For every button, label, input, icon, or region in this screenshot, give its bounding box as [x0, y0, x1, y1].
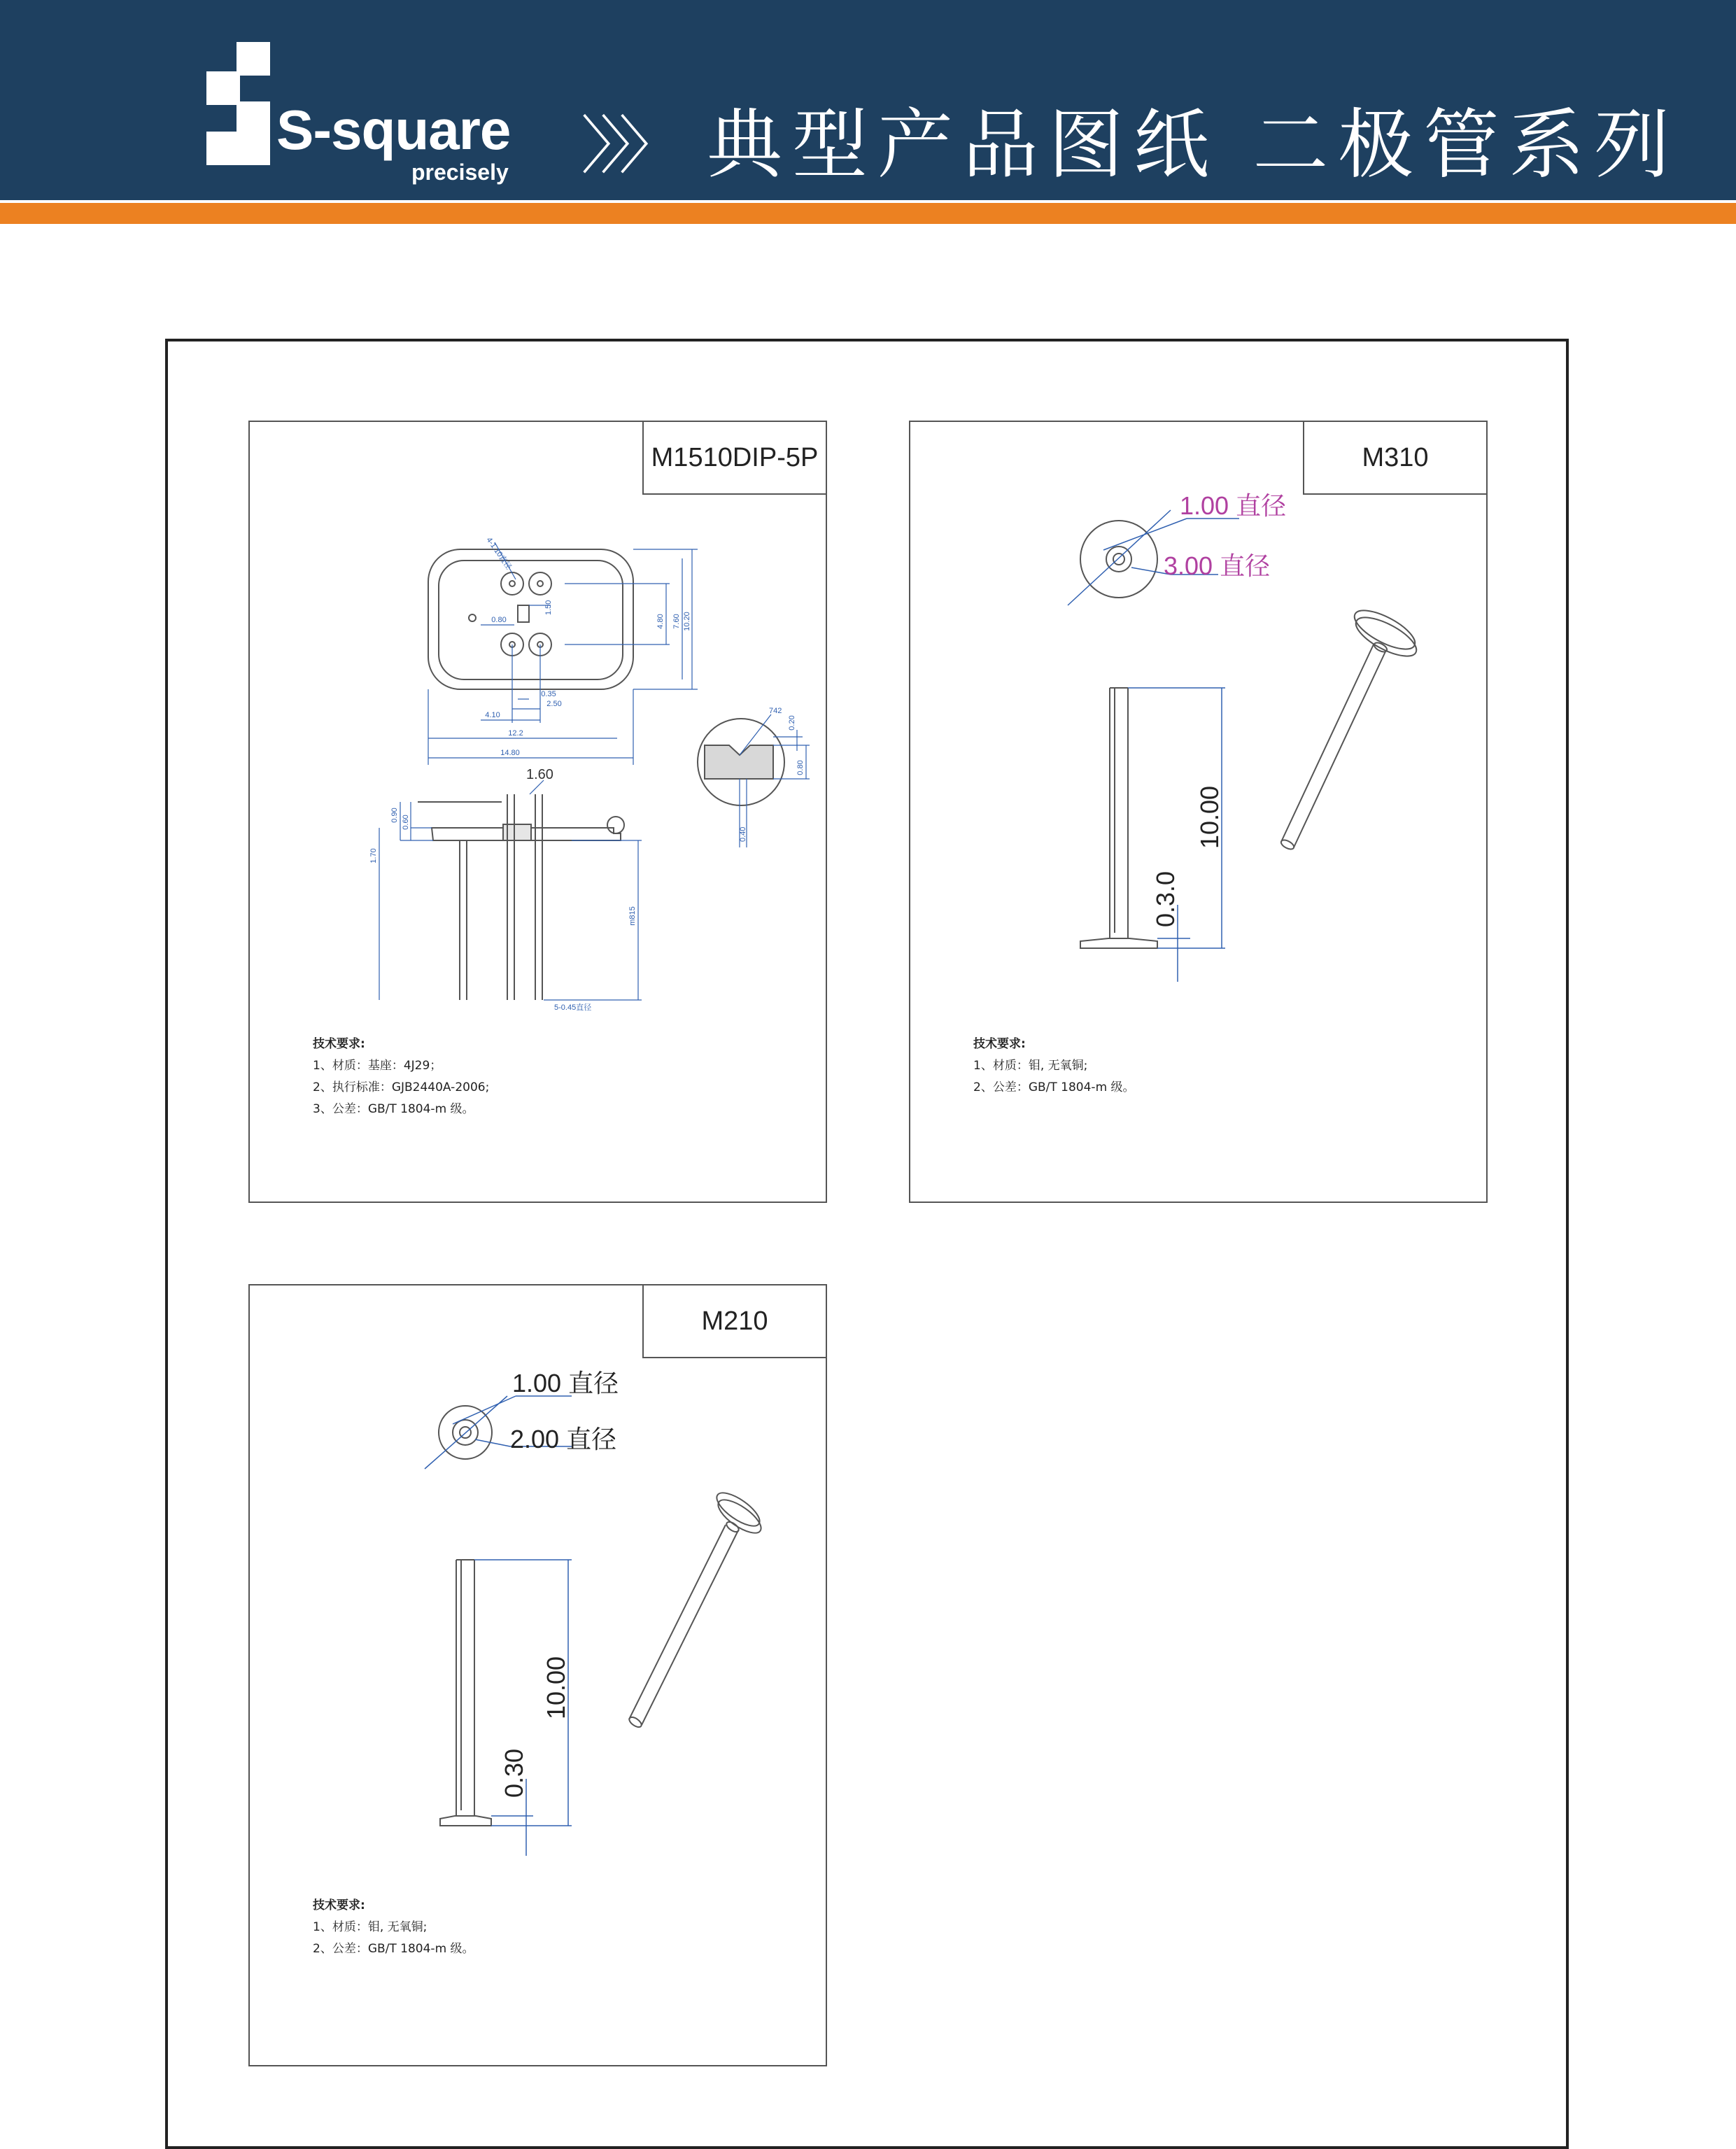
isometric-pin [628, 1487, 766, 1729]
dim-7-60: 7.60 [672, 614, 681, 629]
pin-hole [529, 572, 551, 595]
dim-1-50: 1.50 [544, 600, 553, 615]
dim-outer-dia: 2.00 直径 [510, 1425, 617, 1453]
dim-m815: m815 [628, 906, 637, 926]
dim-1-70: 1.70 [369, 848, 378, 864]
dim-4-80: 4.80 [656, 614, 665, 629]
base-outline [428, 549, 633, 689]
brand-name: S-square [276, 99, 511, 161]
dim-inner-dia: 1.00 直径 [1180, 491, 1287, 520]
drawing-name: M310 [1303, 422, 1486, 495]
dim-4-10: 4.10 [485, 711, 500, 719]
dim-12-2: 12.2 [508, 729, 523, 738]
outer-circle [1080, 521, 1157, 598]
note-item: 2、执行标准：GJB2440A-2006; [313, 1080, 490, 1094]
dim-head: 0.30 [500, 1748, 528, 1798]
pin-head [1080, 938, 1157, 948]
dim-head: 0.3.0 [1151, 871, 1180, 928]
brand-tagline: precisely [411, 160, 509, 185]
dim-0-80b: 0.80 [796, 760, 805, 775]
dim-742: 742 [769, 707, 782, 715]
dim-14-80: 14.80 [500, 749, 520, 757]
header-banner [0, 0, 1736, 200]
pin-dia-note: 5-0.45直径 [554, 1003, 592, 1012]
drawing-panel-m1510dip [248, 421, 827, 1203]
chevrons-icon: 〉〉〉 [581, 109, 669, 183]
drawing-panel-m310 [909, 421, 1488, 1203]
tech-notes [973, 1034, 1135, 1099]
notes-heading: 技术要求: [973, 1037, 1026, 1051]
tech-notes [313, 1034, 489, 1120]
drawing-name: M1510DIP-5P [642, 422, 826, 495]
center-pad [518, 605, 529, 622]
drawing-name: M210 [642, 1285, 826, 1358]
pin-head [440, 1816, 491, 1826]
dim-1-60: 1.60 [526, 767, 553, 782]
dim-0-80: 0.80 [491, 616, 507, 624]
tech-notes [313, 1895, 474, 1960]
logo-checker-icon [0, 0, 280, 200]
dim-0-40: 0.40 [739, 826, 747, 842]
note-item: 1、材质：钼, 无氧铜; [313, 1920, 428, 1934]
page-title: 典型产品图纸 二极管系列 [707, 101, 1680, 189]
isometric-pin [1280, 603, 1422, 852]
dim-0-90: 0.90 [390, 808, 399, 823]
note-item: 3、公差：GB/T 1804-m 级。 [313, 1102, 474, 1116]
dim-10-20: 10.20 [683, 612, 691, 631]
pin-hole [501, 572, 523, 595]
dim-length: 10.00 [542, 1656, 570, 1720]
detail-section [705, 745, 773, 779]
hole-note: 4-1.10直径 [484, 535, 513, 572]
notes-heading: 技术要求: [313, 1898, 365, 1912]
note-item: 1、材质：钼, 无氧铜; [973, 1059, 1088, 1073]
note-item: 2、公差：GB/T 1804-m 级。 [313, 1942, 474, 1956]
note-item: 2、公差：GB/T 1804-m 级。 [973, 1080, 1135, 1094]
drawing-panel-m210 [248, 1284, 827, 2066]
dim-0-20: 0.20 [788, 715, 796, 731]
dim-inner-dia: 1.00 直径 [512, 1369, 619, 1397]
dim-outer-dia: 3.00 直径 [1164, 551, 1271, 580]
notes-heading: 技术要求: [313, 1037, 365, 1051]
pin-hole [469, 614, 476, 621]
dim-0-60: 0.60 [402, 815, 410, 830]
dim-0-35: 0.35 [541, 690, 556, 698]
note-item: 1、材质：基座：4J29； [313, 1059, 442, 1073]
dim-2-50: 2.50 [546, 700, 562, 708]
dim-length: 10.00 [1195, 785, 1224, 850]
accent-bar [0, 203, 1736, 224]
